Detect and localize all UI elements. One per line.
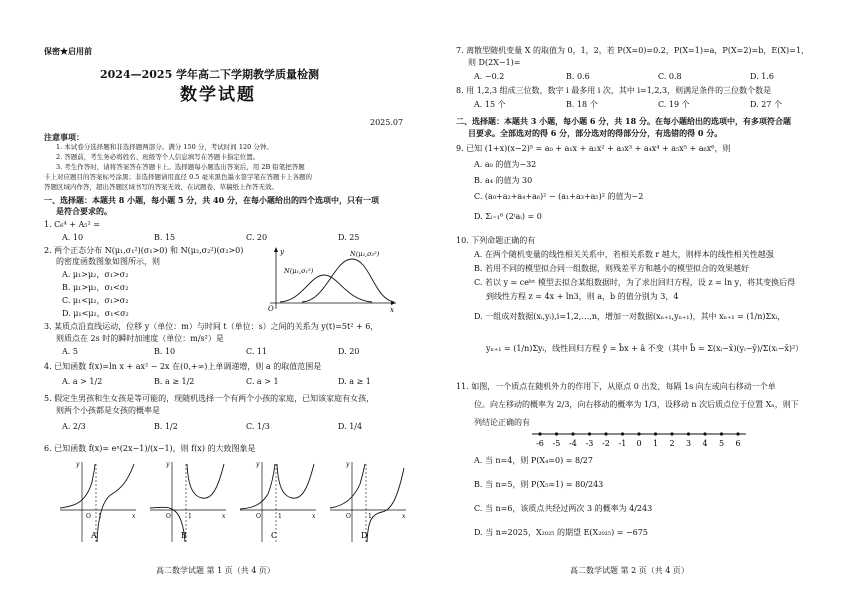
section1-heading-cont: 是符合要求的。 [56, 206, 112, 216]
q9-option-d: D. Σᵢ₌₁⁶ (2ⁱaᵢ) = 0 [474, 212, 542, 221]
svg-text:y: y [256, 461, 260, 468]
svg-text:y: y [166, 461, 170, 468]
number-line-point [703, 432, 706, 435]
subject-title: 数学试题 [180, 85, 256, 105]
svg-text:1: 1 [368, 513, 372, 520]
svg-text:1: 1 [188, 513, 192, 520]
q8-option-b: B. 18 个 [566, 100, 598, 109]
q10-option-d-cont: yₙ₊₁ = (1/n)Σyᵢ，线性回归方程 ŷ = b̂x + â 不变（其中 b̂ = Σ(xᵢ−x̄)(yᵢ−ȳ)/Σ(xᵢ−x̄)²） [486, 344, 804, 353]
section2-heading: 二、选择题：本题共 3 小题，每小题 6 分，共 18 分。在每小题给出的选项中，有多项符合题 [456, 116, 791, 126]
q2-option-b: B. μ₁>μ₂，σ₁<σ₂ [62, 283, 129, 292]
number-line-point [720, 432, 723, 435]
q2-option-d: D. μ₁<μ₂，σ₁<σ₂ [62, 309, 129, 318]
question-9: 9. 已知 (1+x)(x−2)⁵ = a₀ + a₁x + a₂x² + a₃x³ + a₄x⁴ + a₅x⁵ + a₆x⁶，则 [456, 144, 731, 153]
page-2-footer: 高二数学试题 第 2 页（共 4 页） [570, 566, 689, 575]
q2-option-a: A. μ₁>μ₂，σ₁>σ₂ [62, 270, 129, 279]
question-10: 10. 下列命题正确的有 [456, 236, 536, 245]
question-8: 8. 用 1,2,3 组成三位数，数字 i 最多用 i 次，其中 i=1,2,3，则满足条件的三位数个数是 [456, 86, 772, 95]
curve-2-label: N(μ₂,σ₂²) [350, 250, 380, 258]
q11-option-b: B. 当 n=5，则 P(X₅=1) = 80/243 [474, 480, 604, 489]
question-4: 4. 已知函数 f(x)=ln x + ax² − 2x 在(0,+∞)上单调递增，则 a 的取值范围是 [44, 362, 322, 371]
question-2: 2. 两个正态分布 N(μ₁,σ₁²)(σ₁>0) 和 N(μ₂,σ₂²)(σ₂>0) [44, 246, 244, 255]
q7-option-b: B. 0.6 [566, 72, 590, 81]
q5-option-b: B. 1/2 [154, 422, 178, 431]
q9-option-c: C. (a₀+a₂+a₄+a₆)² − (a₁+a₃+a₅)² 的值为−2 [474, 192, 644, 201]
number-line-point [538, 432, 541, 435]
note-line: 2. 答题前，考生务必将姓名、班级等个人信息填写在答题卡指定位置。 [56, 153, 260, 161]
q5-option-d: D. 1/4 [338, 422, 363, 431]
note-line: 1. 本试卷分选择题和非选择题两部分。满分 150 分，考试时间 120 分钟。 [56, 143, 273, 151]
svg-text:O: O [346, 513, 351, 520]
svg-text:y: y [76, 461, 80, 468]
question-7: 7. 离散型随机变量 X 的取值为 0，1，2，若 P(X=0)=0.2，P(X=1)=a，P(X=2)=b，E(X)=1， [456, 46, 809, 55]
q1-option-c: C. 20 [246, 233, 268, 242]
question-5-cont: 则两个小孩都是女孩的概率是 [56, 406, 160, 415]
note-line: 答题区域内作答，超出答题区域书写的答案无效，在试题卷、草稿纸上作答无效。 [44, 183, 278, 191]
svg-text:x: x [132, 513, 136, 520]
svg-text:O: O [86, 513, 91, 520]
number-line-label: -1 [618, 439, 627, 448]
number-line-label: 2 [669, 439, 675, 448]
q11-option-a: A. 当 n=4，则 P(X₄=0) = 8/27 [474, 456, 593, 465]
question-11-cont: 位。向左移动的概率为 2/3，向右移动的概率为 1/3，设移动 n 次后质点位于位置 Xₙ，则下 [474, 400, 799, 409]
number-line-point [604, 432, 607, 435]
svg-text:O: O [256, 513, 261, 520]
q11-option-c: C. 当 n=6，该质点共经过两次 3 的概率为 4/243 [474, 504, 653, 513]
number-line-label: 1 [652, 439, 659, 448]
q8-option-d: D. 27 个 [750, 100, 782, 109]
q9-option-b: B. a₄ 的值为 30 [474, 176, 533, 185]
notes-heading: 注意事项： [44, 132, 84, 142]
note-line: 卡上对应题目的答案标号涂黑；非选择题请用直径 0.5 毫米黑色墨水签字笔在答题卡上各题的 [44, 173, 312, 181]
q4-option-d: D. a ≥ 1 [338, 377, 371, 386]
q6-graph-b [150, 461, 226, 542]
q4-option-b: B. a ≥ 1/2 [154, 377, 195, 386]
q10-option-c: C. 若以 y = ceᵏˣ 模型去拟合某组数据时，为了求出回归方程，设 z = ln y，将其变换后得 [474, 278, 796, 287]
question-11: 11. 如图，一个质点在随机外力的作用下，从原点 0 出发，每隔 1s 向左或向右移动一个单 [456, 382, 776, 391]
q8-option-c: C. 19 个 [658, 100, 690, 109]
confidential-mark: 保密★启用前 [44, 46, 92, 56]
q4-option-c: C. a > 1 [246, 377, 279, 386]
question-11-cont2: 列结论正确的有 [474, 418, 530, 427]
q1-option-b: B. 15 [154, 233, 176, 242]
q6-graph-d [330, 461, 406, 542]
number-line-label: 5 [718, 439, 725, 448]
svg-text:y: y [280, 248, 284, 256]
svg-text:x: x [390, 306, 394, 314]
number-line-point [670, 432, 673, 435]
number-line-point [621, 432, 624, 435]
number-line-label: -5 [552, 439, 561, 448]
number-line-point [555, 432, 558, 435]
svg-text:x: x [222, 513, 226, 520]
svg-text:A: A [91, 531, 97, 540]
svg-text:1: 1 [278, 513, 282, 520]
question-1: 1. C₆⁴ + A₅² = [44, 220, 100, 229]
q10-option-d: D. 一组成对数据(xᵢ,yᵢ),i=1,2,…,n，增加一对数据(xₙ₊₁,yₙ₊₁)，其中 xₙ₊₁ = (1/n)Σxᵢ， [474, 312, 786, 321]
number-line-point [654, 432, 657, 435]
question-3: 3. 某质点沿直线运动，位移 y（单位：m）与时间 t（单位：s）之间的关系为 y(t)=5t² + 6， [44, 322, 379, 331]
q3-option-d: D. 20 [338, 347, 360, 356]
svg-text:O: O [268, 305, 274, 313]
svg-text:C: C [271, 531, 278, 540]
question-2-cont: 的密度函数图象如图所示，则 [56, 257, 160, 266]
question-3-cont: 则质点在 2s 时的瞬时加速度（单位：m/s²）是 [56, 334, 224, 343]
page-1-footer: 高二数学试题 第 1 页（共 4 页） [156, 566, 275, 575]
exam-title: 2024—2025 学年高二下学期教学质量检测 [100, 68, 320, 81]
q10-option-a: A. 在两个随机变量的线性相关关系中，若相关系数 r 越大，则样本的线性相关性越强 [474, 250, 774, 259]
svg-text:y: y [346, 461, 350, 468]
svg-text:D: D [361, 531, 368, 540]
q11-option-d: D. 当 n=2025，X₂₀₂₅ 的期望 E(X₂₀₂₅) = −675 [474, 528, 648, 537]
svg-text:B: B [181, 531, 187, 540]
number-line-point [687, 432, 690, 435]
q10-option-b: B. 若用不同的模型拟合同一组数据，则残差平方和越小的模型拟合的效果越好 [474, 264, 749, 273]
q7-option-c: C. 0.8 [658, 72, 682, 81]
q6-graphs [56, 458, 406, 548]
page-2 [430, 0, 860, 608]
exam-date: 2025.07 [370, 118, 404, 127]
q5-option-c: C. 1/3 [246, 422, 270, 431]
number-line-label: 0 [636, 439, 642, 448]
number-line [530, 428, 750, 450]
q10-option-c-cont: 到线性方程 z = 4x + ln3，则 a，b 的值分别为 3，4 [486, 292, 679, 301]
svg-text:O: O [166, 513, 171, 520]
q3-option-a: A. 5 [62, 347, 78, 356]
q1-option-a: A. 10 [62, 233, 84, 242]
q1-option-d: D. 25 [338, 233, 360, 242]
note-line: 3. 考生作答时，请将答案答在答题卡上。选择题每小题选出答案后，用 2B 铅笔把答题 [56, 163, 305, 171]
svg-text:1: 1 [98, 513, 102, 520]
number-line-label: -6 [536, 439, 544, 448]
number-line-label: -4 [569, 439, 577, 448]
section1-heading: 一、选择题：本题共 8 小题，每小题 5 分，共 40 分，在每小题给出的四个选项中，只有一项 [44, 195, 379, 205]
q6-graph-a [60, 461, 136, 542]
curve-1-label: N(μ₁,σ₁²) [284, 267, 314, 275]
q8-option-a: A. 15 个 [474, 100, 506, 109]
number-line-label: 3 [685, 439, 692, 448]
q9-option-a: A. a₀ 的值为−32 [474, 160, 537, 169]
number-line-point [637, 432, 640, 435]
q5-option-a: A. 2/3 [62, 422, 86, 431]
number-line-label: -3 [585, 439, 594, 448]
normal-density-figure [262, 245, 402, 315]
q7-option-a: A. −0.2 [474, 72, 505, 81]
question-6: 6. 已知函数 f(x)= eˣ(2x−1)/(x−1)，则 f(x) 的大致图象是 [44, 444, 256, 453]
number-line-label: 4 [702, 439, 708, 448]
svg-text:x: x [402, 513, 406, 520]
q2-option-c: C. μ₁<μ₂，σ₁>σ₂ [62, 296, 129, 305]
question-7-cont: 则 D(2X−1)= [468, 58, 521, 67]
number-line-point [736, 432, 739, 435]
q3-option-b: B. 10 [154, 347, 176, 356]
q3-option-c: C. 11 [246, 347, 268, 356]
svg-text:x: x [312, 513, 316, 520]
question-5: 5. 假定生男孩和生女孩是等可能的，现随机选择一个有两个小孩的家庭，已知该家庭有女孩， [44, 394, 375, 403]
number-line-label: -2 [602, 439, 610, 448]
number-line-point [571, 432, 574, 435]
q4-option-a: A. a > 1/2 [62, 377, 103, 386]
q6-graph-c [240, 461, 316, 542]
number-line-label: 6 [735, 439, 741, 448]
q7-option-d: D. 1.6 [750, 72, 774, 81]
section2-heading-cont: 目要求。全部选对的得 6 分，部分选对的得部分分，有选错的得 0 分。 [468, 128, 723, 138]
number-line-point [588, 432, 591, 435]
